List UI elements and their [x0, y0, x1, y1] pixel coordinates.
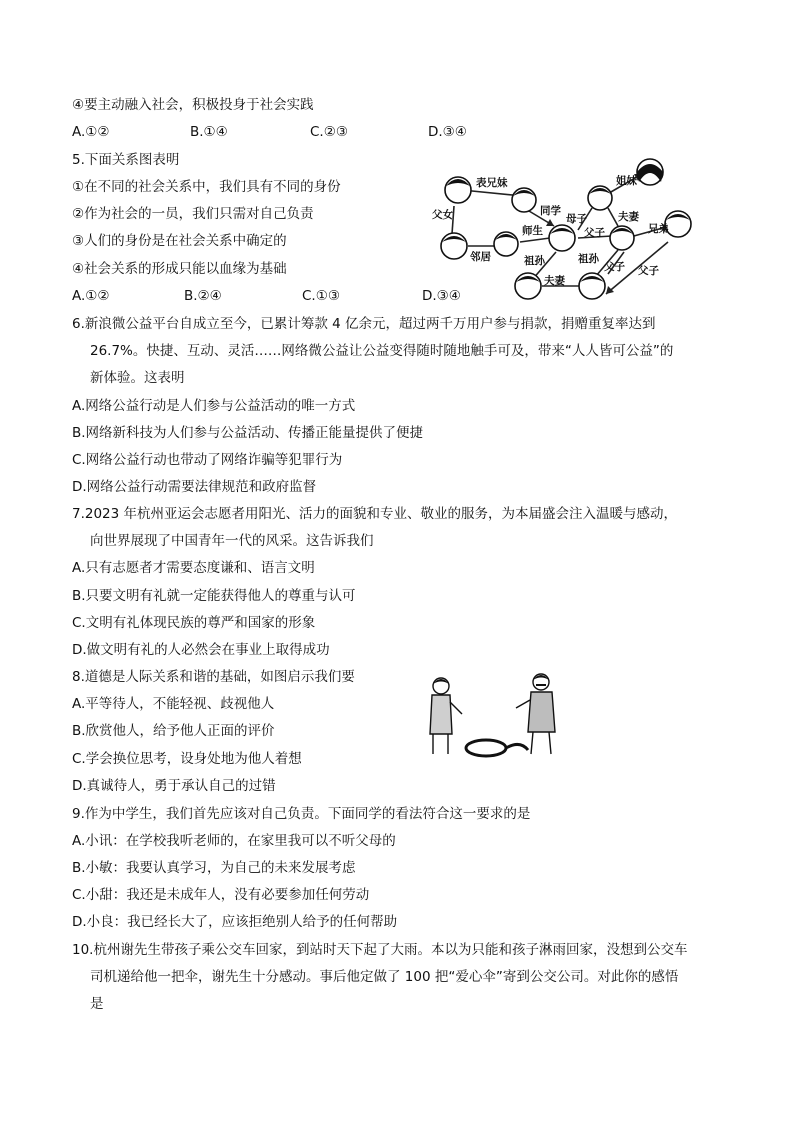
q5-option-b[interactable]: B.②④: [184, 288, 222, 304]
q10-stem-line-3: 是: [90, 996, 104, 1012]
label-tongxue: 同学: [540, 205, 561, 217]
left-person-body: [430, 695, 452, 734]
q10-stem-line-1: 10.杭州谢先生带孩子乘公交车回家，到站时天下起了大雨。本以为只能和孩子淋雨回家，没想到公交车: [72, 942, 688, 958]
q4-option-c[interactable]: C.②③: [310, 124, 348, 140]
social-relationship-diagram: [432, 156, 704, 304]
q8-option-c[interactable]: C.学会换位思考，设身处地为他人着想: [72, 751, 302, 767]
q7-option-c[interactable]: C.文明有礼体现民族的尊严和国家的形象: [72, 615, 316, 631]
q5-statement-4: ④社会关系的形成只能以血缘为基础: [72, 261, 287, 277]
label-jiemei: 姐妹: [616, 175, 637, 187]
q6-stem-line-1: 6.新浪微公益平台自成立至今，已累计筹款 4 亿余元，超过两千万用户参与捐款，捐赠重复率达到: [72, 316, 656, 332]
q4-option-a[interactable]: A.①②: [72, 124, 110, 140]
q4-option-d[interactable]: D.③④: [428, 124, 467, 140]
q8-option-a[interactable]: A.平等待人，不能轻视、歧视他人: [72, 696, 275, 712]
q6-stem-line-3: 新体验。这表明: [90, 370, 185, 386]
q4-option-b[interactable]: B.①④: [190, 124, 228, 140]
label-fu-zi-center: 父子: [584, 227, 605, 239]
label-fuqi-lower: 夫妻: [544, 275, 565, 287]
ground-number-loop: [466, 740, 506, 756]
q9-option-a[interactable]: A.小讯：在学校我听老师的，在家里我可以不听父母的: [72, 833, 396, 849]
q6-stem-line-2: 26.7%。快捷、互动、灵活……网络微公益让公益变得随时随地触手可及，带来“人人皆可公益”的: [90, 343, 674, 359]
q7-stem-line-2: 向世界展现了中国青年一代的风采。这告诉我们: [90, 533, 374, 549]
label-mu-zi: 母子: [566, 213, 587, 225]
q6-option-a[interactable]: A.网络公益行动是人们参与公益活动的唯一方式: [72, 398, 356, 414]
q9-option-d[interactable]: D.小良：我已经长大了，应该拒绝别人给予的任何帮助: [72, 914, 398, 930]
q5-statement-2: ②作为社会的一员，我们只需对自己负责: [72, 206, 314, 222]
right-person-body: [528, 692, 555, 732]
q6-option-d[interactable]: D.网络公益行动需要法律规范和政府监督: [72, 479, 317, 495]
q8-option-b[interactable]: B.欣赏他人，给予他人正面的评价: [72, 723, 275, 739]
q5-stem: 5.下面关系图表明: [72, 152, 180, 168]
ground-number-tail: [506, 744, 528, 750]
q9-stem: 9.作为中学生，我们首先应该对自己负责。下面同学的看法符合这一要求的是: [72, 806, 531, 822]
q8-option-d[interactable]: D.真诚待人，勇于承认自己的过错: [72, 778, 276, 794]
q7-option-a[interactable]: A.只有志愿者才需要态度谦和、语言文明: [72, 560, 315, 576]
q5-option-c[interactable]: C.①③: [302, 288, 340, 304]
label-biaoxiongmei: 表兄妹: [476, 177, 508, 189]
q8-stem: 8.道德是人际关系和谐的基础，如图启示我们要: [72, 669, 355, 685]
q5-statement-1: ①在不同的社会关系中，我们具有不同的身份: [72, 179, 341, 195]
label-fu-nv: 父女: [432, 209, 453, 221]
q6-option-c[interactable]: C.网络公益行动也带动了网络诈骗等犯罪行为: [72, 452, 343, 468]
q9-option-b[interactable]: B.小敏：我要认真学习，为自己的未来发展考虑: [72, 860, 356, 876]
q5-statement-3: ③人们的身份是在社会关系中确定的: [72, 233, 287, 249]
q5-option-a[interactable]: A.①②: [72, 288, 110, 304]
label-linju: 邻居: [470, 251, 491, 263]
label-zusun-right: 祖孙: [578, 253, 599, 265]
label-zusun-left: 祖孙: [524, 255, 545, 267]
q4-statement-4: ④要主动融入社会，积极投身于社会实践: [72, 97, 314, 113]
q9-option-c[interactable]: C.小甜：我还是未成年人，没有必要参加任何劳动: [72, 887, 370, 903]
ground-number: 6: [424, 668, 425, 669]
label-shisheng: 师生: [522, 225, 543, 237]
label-fuqi: 夫妻: [618, 211, 639, 223]
q7-option-d[interactable]: D.做文明有礼的人必然会在事业上取得成功: [72, 642, 330, 658]
perspective-illustration: [424, 668, 574, 762]
q7-option-b[interactable]: B.只要文明有礼就一定能获得他人的尊重与认可: [72, 588, 356, 604]
q5-option-d[interactable]: D.③④: [422, 288, 461, 304]
label-fu-zi-right: 父子: [638, 265, 659, 277]
label-xiongdi: 兄弟: [648, 223, 669, 235]
q7-stem-line-1: 7.2023 年杭州亚运会志愿者用阳光、活力的面貌和专业、敬业的服务，为本届盛会注入温暖与感动，: [72, 506, 678, 522]
q10-stem-line-2: 司机递给他一把伞，谢先生十分感动。事后他定做了 100 把“爱心伞”寄到公交公司。对此你的感悟: [90, 969, 679, 985]
q6-option-b[interactable]: B.网络新科技为人们参与公益活动、传播正能量提供了便捷: [72, 425, 424, 441]
label-fu-zi-lower: 父子: [604, 261, 625, 273]
